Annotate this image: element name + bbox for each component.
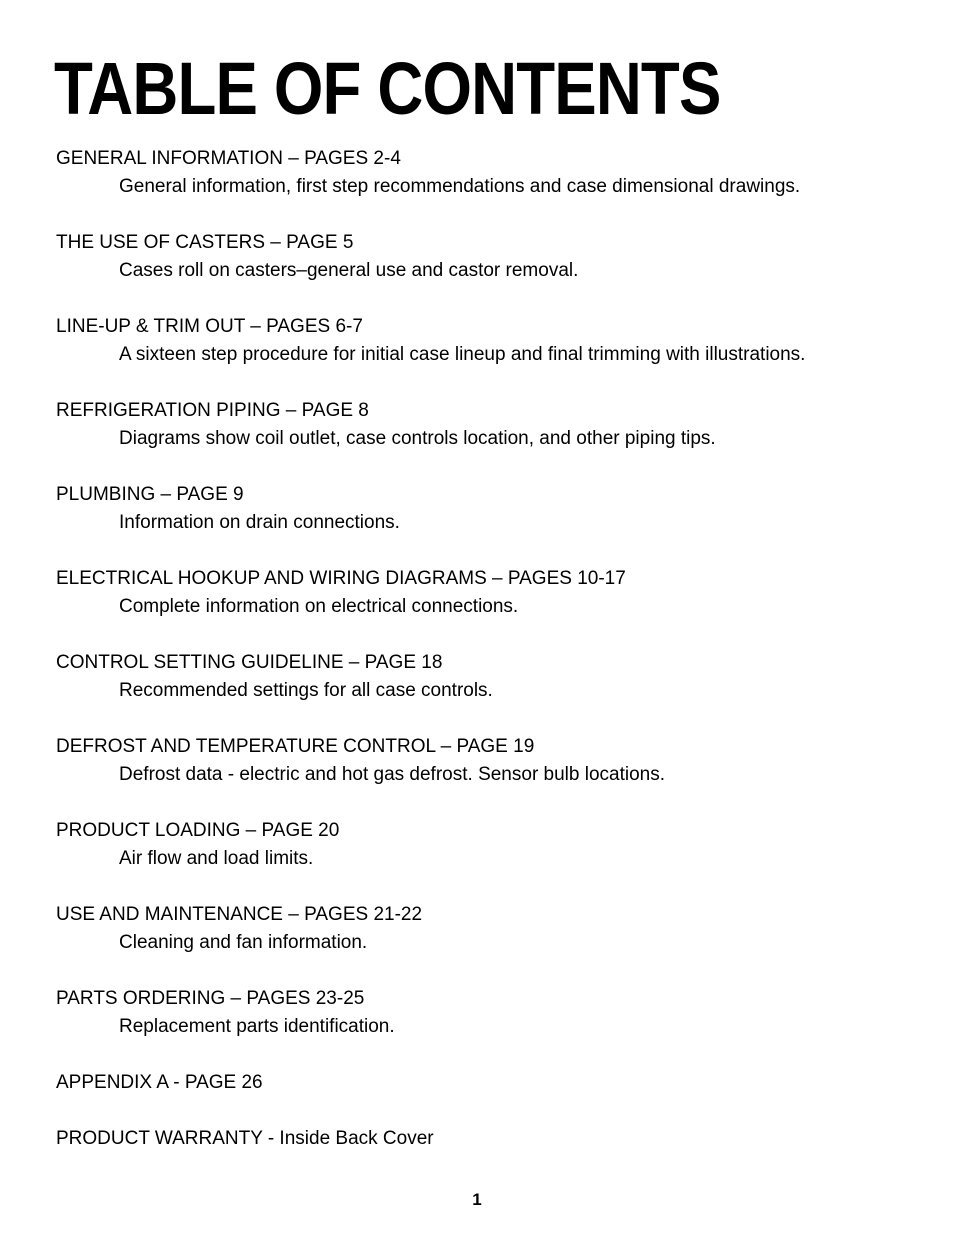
toc-entry-description: Cases roll on casters–general use and castor removal. bbox=[119, 260, 579, 281]
toc-spacer bbox=[56, 285, 936, 313]
toc-entry-description: General information, first step recommendations and case dimensional drawings. bbox=[119, 176, 801, 197]
toc-entry bbox=[56, 565, 936, 621]
toc-entry bbox=[56, 649, 936, 705]
toc-entry-description: Recommended settings for all case controls. bbox=[119, 680, 493, 701]
toc-entry bbox=[56, 733, 936, 789]
toc-spacer bbox=[56, 1097, 936, 1125]
toc-spacer bbox=[56, 873, 936, 901]
toc-spacer bbox=[56, 537, 936, 565]
toc-list bbox=[56, 145, 936, 1153]
toc-spacer bbox=[56, 453, 936, 481]
toc-spacer bbox=[56, 957, 936, 985]
toc-spacer bbox=[56, 621, 936, 649]
toc-entry-description: Complete information on electrical connections. bbox=[119, 596, 519, 617]
toc-entry bbox=[56, 145, 936, 201]
toc-entry-description: A sixteen step procedure for initial case lineup and final trimming with illustrations. bbox=[119, 344, 806, 365]
page-title: TABLE OF CONTENTS bbox=[54, 47, 721, 130]
toc-entry-description: Diagrams show coil outlet, case controls location, and other piping tips. bbox=[119, 428, 716, 449]
toc-entry-description: Information on drain connections. bbox=[119, 512, 400, 533]
toc-entry bbox=[56, 397, 936, 453]
toc-entry bbox=[56, 313, 936, 369]
toc-entry-heading: GENERAL INFORMATION – PAGES 2-4 bbox=[56, 148, 401, 169]
toc-spacer bbox=[56, 1041, 936, 1069]
toc-entry bbox=[56, 229, 936, 285]
toc-entry bbox=[56, 901, 936, 957]
toc-entry-heading: PRODUCT WARRANTY - Inside Back Cover bbox=[56, 1128, 434, 1149]
toc-entry bbox=[56, 481, 936, 537]
toc-entry-description: Defrost data - electric and hot gas defrost. Sensor bulb locations. bbox=[119, 764, 666, 785]
page-number: 1 bbox=[472, 1190, 482, 1209]
toc-entry-heading: PARTS ORDERING – PAGES 23-25 bbox=[56, 988, 365, 1009]
toc-entry-heading: PRODUCT LOADING – PAGE 20 bbox=[56, 820, 340, 841]
toc-entry-heading: APPENDIX A - PAGE 26 bbox=[56, 1072, 263, 1093]
toc-spacer bbox=[56, 369, 936, 397]
toc-entry-heading: REFRIGERATION PIPING – PAGE 8 bbox=[56, 400, 369, 421]
toc-entry-heading: PLUMBING – PAGE 9 bbox=[56, 484, 244, 505]
toc-entry-description: Cleaning and fan information. bbox=[119, 932, 368, 953]
toc-entry-heading: LINE-UP & TRIM OUT – PAGES 6-7 bbox=[56, 316, 363, 337]
toc-entry bbox=[56, 1069, 936, 1097]
toc-spacer bbox=[56, 201, 936, 229]
toc-entry-heading: USE AND MAINTENANCE – PAGES 21-22 bbox=[56, 904, 423, 925]
toc-entry-heading: ELECTRICAL HOOKUP AND WIRING DIAGRAMS – PAGES 10-17 bbox=[56, 568, 626, 589]
toc-entry-heading: THE USE OF CASTERS – PAGE 5 bbox=[56, 232, 354, 253]
toc-entry bbox=[56, 817, 936, 873]
toc-entry-description: Air flow and load limits. bbox=[119, 848, 314, 869]
toc-spacer bbox=[56, 705, 936, 733]
toc-entry bbox=[56, 1125, 936, 1153]
toc-entry-description: Replacement parts identification. bbox=[119, 1016, 395, 1037]
toc-entry-heading: CONTROL SETTING GUIDELINE – PAGE 18 bbox=[56, 652, 443, 673]
toc-spacer bbox=[56, 789, 936, 817]
toc-entry-heading: DEFROST AND TEMPERATURE CONTROL – PAGE 19 bbox=[56, 736, 535, 757]
toc-entry bbox=[56, 985, 936, 1041]
